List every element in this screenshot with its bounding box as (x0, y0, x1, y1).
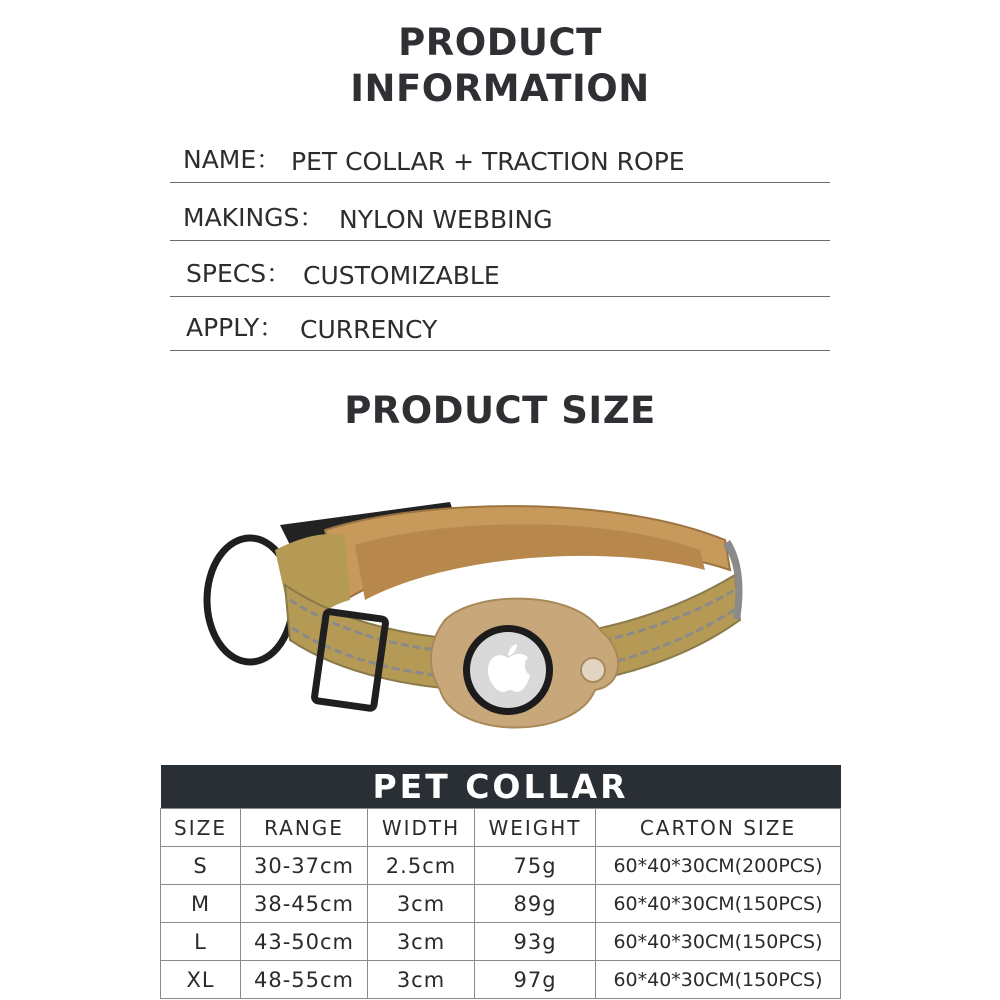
info-value-apply: CURRENCY (300, 315, 438, 344)
cell-size: M (161, 885, 241, 923)
header-size: SIZE (161, 809, 241, 847)
info-value-specs: CUSTOMIZABLE (303, 261, 500, 290)
header-width: WIDTH (368, 809, 475, 847)
header-range: RANGE (241, 809, 368, 847)
cell-carton: 60*40*30CM(200PCS) (596, 847, 841, 885)
product-size-title: PRODUCT SIZE (344, 389, 656, 432)
collar-product-photo (195, 490, 755, 740)
table-row (161, 923, 841, 961)
cell-width: 3cm (368, 961, 475, 999)
cell-carton: 60*40*30CM(150PCS) (596, 923, 841, 961)
info-row-specs (170, 246, 830, 297)
cell-width: 2.5cm (368, 847, 475, 885)
info-row-makings (170, 190, 830, 241)
table-header-row (161, 809, 841, 847)
info-label-specs: SPECS： (186, 259, 292, 288)
cell-range: 43-50cm (241, 923, 368, 961)
cell-range: 38-45cm (241, 885, 368, 923)
cell-weight: 93g (475, 923, 596, 961)
table-row (161, 847, 841, 885)
info-row-name (170, 132, 830, 183)
info-label-name: NAME： (183, 145, 282, 174)
cell-size: S (161, 847, 241, 885)
cell-weight: 89g (475, 885, 596, 923)
cell-carton: 60*40*30CM(150PCS) (596, 885, 841, 923)
info-value-name: PET COLLAR + TRACTION ROPE (291, 147, 685, 176)
cell-width: 3cm (368, 885, 475, 923)
cell-range: 30-37cm (241, 847, 368, 885)
product-information-title (0, 20, 1000, 112)
size-table (160, 765, 841, 999)
info-label-apply: APPLY： (186, 313, 285, 342)
cell-weight: 75g (475, 847, 596, 885)
title-line-1: PRODUCT (398, 21, 602, 64)
cell-weight: 97g (475, 961, 596, 999)
info-label-makings: MAKINGS： (183, 203, 325, 232)
table-row (161, 885, 841, 923)
cell-size: L (161, 923, 241, 961)
cell-range: 48-55cm (241, 961, 368, 999)
header-weight: WEIGHT (475, 809, 596, 847)
cell-carton: 60*40*30CM(150PCS) (596, 961, 841, 999)
title-line-2: INFORMATION (350, 67, 650, 110)
info-value-makings: NYLON WEBBING (339, 205, 553, 234)
cell-width: 3cm (368, 923, 475, 961)
holder-rivet (581, 658, 605, 682)
table-banner: PET COLLAR (161, 765, 841, 809)
table-row (161, 961, 841, 999)
cell-size: XL (161, 961, 241, 999)
header-carton-size: CARTON SIZE (596, 809, 841, 847)
info-row-apply (170, 300, 830, 351)
